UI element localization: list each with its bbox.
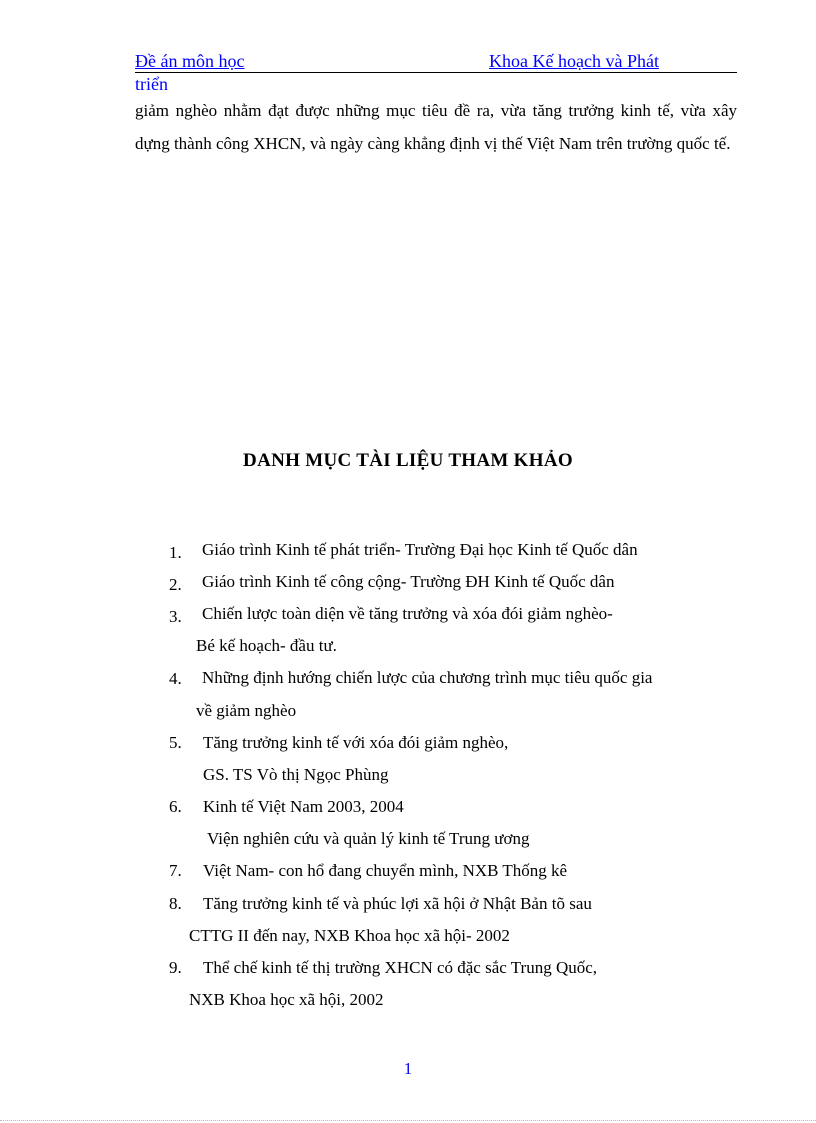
reference-number: 7. bbox=[169, 861, 182, 880]
header-faculty-continued: triển bbox=[135, 74, 168, 94]
reference-number: 8. bbox=[169, 894, 182, 913]
reference-number: 5. bbox=[169, 733, 182, 752]
reference-line: Kinh tế Việt Nam 2003, 2004 bbox=[203, 797, 404, 816]
reference-number: 9. bbox=[169, 958, 182, 977]
reference-number: 4. bbox=[169, 669, 182, 688]
header-line bbox=[135, 50, 737, 73]
reference-line: Giáo trình Kinh tế phát triển- Trường Đại học Kinh tế Quốc dân bbox=[202, 540, 638, 559]
body-paragraph: giảm nghèo nhằm đạt được những mục tiêu đề ra, vừa tăng trưởng kinh tế, vừa xây dựng thành công XHCN, và ngày càng khẳng định vị thế Việt Nam trên trường quốc tế. bbox=[135, 101, 737, 153]
reference-line: NXB Khoa học xã hội, 2002 bbox=[189, 990, 384, 1009]
page-bottom-divider bbox=[0, 1120, 816, 1121]
reference-line: Thể chế kinh tế thị trường XHCN có đặc sắc Trung Quốc, bbox=[203, 958, 598, 977]
reference-line: Viện nghiên cứu và quản lý kinh tế Trung ương bbox=[207, 829, 530, 848]
reference-line: Giáo trình Kinh tế công cộng- Trường ĐH Kinh tế Quốc dân bbox=[202, 572, 615, 591]
reference-number: 1. bbox=[169, 543, 182, 562]
header-course-title: Đề án môn học bbox=[135, 51, 245, 71]
reference-line: Tăng trưởng kinh tế và phúc lợi xã hội ở Nhật Bản tõ sau bbox=[203, 894, 592, 913]
reference-number: 3. bbox=[169, 607, 182, 626]
reference-line: Tăng trưởng kinh tế với xóa đói giảm nghèo, bbox=[203, 733, 509, 752]
body-text bbox=[135, 94, 737, 160]
reference-line: Chiến lược toàn diện về tăng trưởng và xóa đói giảm nghèo- bbox=[202, 604, 613, 623]
reference-line: CTTG II đến nay, NXB Khoa học xã hội- 2002 bbox=[189, 926, 510, 945]
header-faculty: Khoa Kế hoạch và Phát bbox=[489, 51, 659, 71]
reference-line: Bé kế hoạch- đầu tư. bbox=[196, 636, 337, 655]
reference-number: 6. bbox=[169, 797, 182, 816]
page-header bbox=[135, 50, 737, 95]
reference-line: GS. TS Vò thị Ngọc Phùng bbox=[203, 765, 389, 784]
references-title: DANH MỤC TÀI LIỆU THAM KHẢO bbox=[243, 450, 573, 471]
reference-line: về giảm nghèo bbox=[196, 701, 297, 720]
reference-number: 2. bbox=[169, 575, 182, 594]
reference-line: Việt Nam- con hổ đang chuyển mình, NXB Thống kê bbox=[203, 861, 568, 880]
reference-line: Những định hướng chiến lược của chương trình mục tiêu quốc gia bbox=[202, 668, 653, 687]
page-number: 1 bbox=[403, 1059, 413, 1078]
